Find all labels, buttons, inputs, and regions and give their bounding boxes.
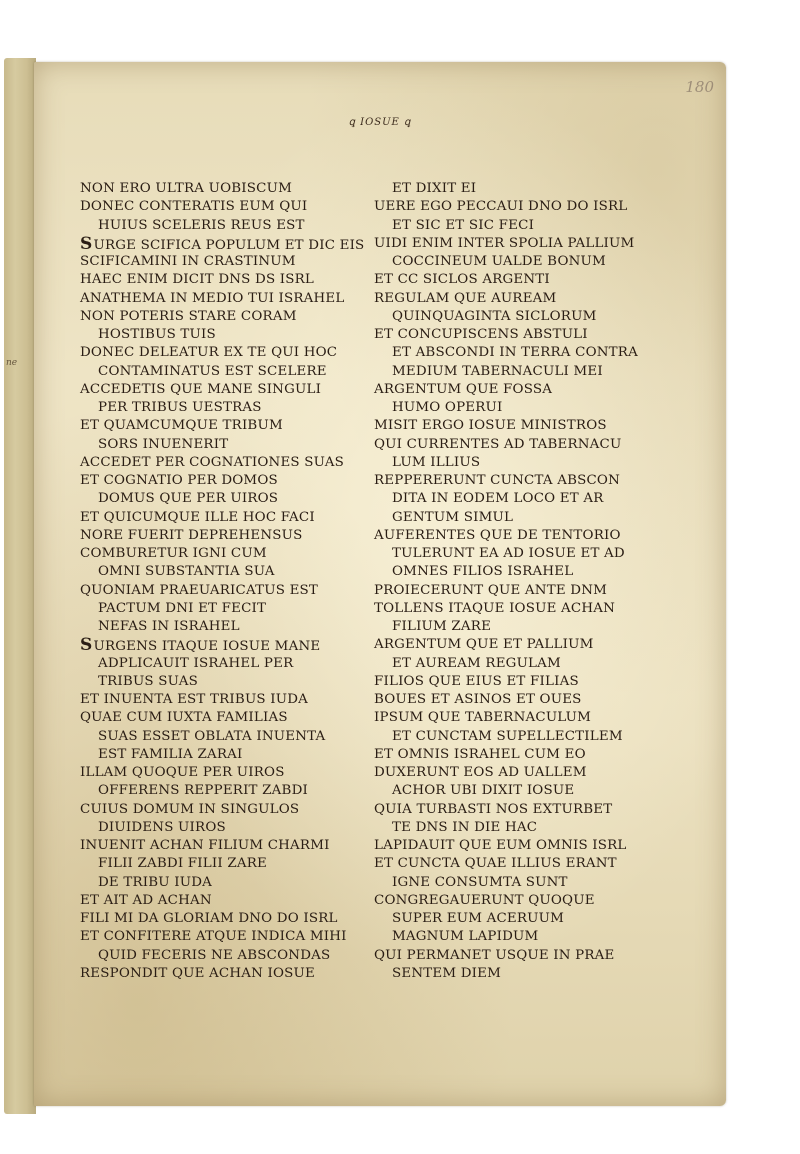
text-line: OMNI SUBSTANTIA SUA — [98, 564, 275, 580]
text-line: REPPERERUNT CUNCTA ABSCON — [374, 473, 621, 488]
text-line: NON ERO ULTRA UOBISCUM — [80, 181, 292, 196]
text-line: DITA IN EODEM LOCO ET AR — [392, 491, 604, 507]
right-text-column — [374, 180, 674, 983]
text-line: IGNE CONSUMTA SUNT — [392, 874, 568, 890]
text-line: SUAS ESSET OBLATA INUENTA — [98, 728, 326, 744]
text-line: ET COGNATIO PER DOMOS — [80, 473, 278, 488]
text-line: MISIT ERGO IOSUE MINISTROS — [374, 418, 607, 434]
text-line: NORE FUERIT DEPREHENSUS — [80, 527, 303, 543]
left-text-column — [80, 180, 370, 983]
text-line: PROIECERUNT QUE ANTE DNM — [374, 582, 608, 598]
text-line: RESPONDIT QUE ACHAN IOSUE — [80, 965, 315, 981]
text-line: SUPER EUM ACERUUM — [392, 911, 565, 926]
manuscript-folio — [34, 62, 726, 1106]
text-line: DONEC DELEATUR EX TE QUI HOC — [80, 345, 338, 361]
text-line: CONGREGAUERUNT QUOQUE — [374, 892, 595, 908]
text-line: DIUIDENS UIROS — [98, 819, 226, 835]
text-line: GENTUM SIMUL — [392, 509, 514, 525]
text-line: MAGNUM LAPIDUM — [392, 929, 539, 945]
text-line: ANATHEMA IN MEDIO TUI ISRAHEL — [80, 290, 345, 306]
text-line: DONEC CONTERATIS EUM QUI — [80, 199, 308, 215]
folio-number: 180 — [685, 78, 714, 96]
text-line: HUIUS SCELERIS REUS EST — [98, 217, 305, 233]
text-line: SENTEM DIEM — [392, 965, 502, 981]
text-line: QUINQUAGINTA SICLORUM — [392, 308, 597, 324]
text-line: TE DNS IN DIE HAC — [392, 819, 538, 835]
text-line: UIDI ENIM INTER SPOLIA PALLIUM — [374, 235, 635, 251]
text-line: NON POTERIS STARE CORAM — [80, 308, 297, 324]
text-line: REGULAM QUE AUREAM — [374, 290, 557, 306]
text-line: INUENIT ACHAN FILIUM CHARMI — [80, 838, 330, 853]
text-line: ET INUENTA EST TRIBUS IUDA — [80, 692, 309, 707]
running-title — [34, 117, 726, 128]
text-line: ET AIT AD ACHAN — [80, 892, 212, 908]
text-line: DOMUS QUE PER UIROS — [98, 491, 279, 507]
text-line: EST FAMILIA ZARAI — [98, 746, 243, 762]
text-line: COMBURETUR IGNI CUM — [80, 546, 267, 561]
text-line: AUFERENTES QUE DE TENTORIO — [374, 527, 621, 543]
text-line: NEFAS IN ISRAHEL — [98, 619, 240, 634]
text-line: LUM ILLIUS — [392, 454, 481, 470]
text-line: ET DIXIT EI — [392, 181, 477, 196]
text-line: ADPLICAUIT ISRAHEL PER — [98, 655, 294, 671]
text-line: CONTAMINATUS EST SCELERE — [98, 363, 327, 379]
initial-letter: S — [80, 635, 93, 656]
text-line: ILLAM QUOQUE PER UIROS — [80, 765, 285, 780]
text-line: QUAE CUM IUXTA FAMILIAS — [80, 710, 288, 726]
facing-page-edge — [4, 58, 36, 1114]
text-line: TRIBUS SUAS — [98, 673, 198, 689]
text-line: QUI PERMANET USQUE IN PRAE — [374, 947, 615, 963]
text-line: ARGENTUM QUE FOSSA — [374, 381, 553, 397]
text-line — [80, 636, 370, 654]
text-line: IPSUM QUE TABERNACULUM — [374, 710, 592, 726]
text-line: FILIOS QUE EIUS ET FILIAS — [374, 673, 579, 689]
text-line: QUONIAM PRAEUARICATUS EST — [80, 582, 319, 598]
text-line: TULERUNT EA AD IOSUE ET AD — [392, 546, 625, 561]
text-line: ET OMNIS ISRAHEL CUM EO — [374, 746, 586, 762]
running-title-text: IOSUE — [360, 117, 400, 128]
text-line: ET CUNCTAM SUPELLECTILEM — [392, 728, 623, 744]
line-rest: URGE SCIFICA POPULUM ET DIC EIS — [93, 237, 365, 253]
text-line: TOLLENS ITAQUE IOSUE ACHAN — [374, 600, 616, 616]
text-line: ET CONFITERE ATQUE INDICA MIHI — [80, 929, 347, 945]
text-line: ACCEDET PER COGNATIONES SUAS — [80, 454, 344, 470]
text-line: FILII ZABDI FILII ZARE — [98, 856, 267, 872]
text-line: OFFERENS REPPERIT ZABDI — [98, 783, 308, 799]
text-line: LAPIDAUIT QUE EUM OMNIS ISRL — [374, 838, 627, 853]
running-title-mark-left: ꝗ — [348, 117, 361, 128]
line-rest: URGENS ITAQUE IOSUE MANE — [93, 639, 321, 655]
text-line: SORS INUENERIT — [98, 436, 229, 452]
text-line: QUID FECERIS NE ABSCONDAS — [98, 947, 331, 963]
text-line: QUI CURRENTES AD TABERNACU — [374, 436, 622, 452]
text-line: HAEC ENIM DICIT DNS DS ISRL — [80, 272, 315, 288]
text-line: OMNES FILIOS ISRAHEL — [392, 564, 574, 580]
text-line: DUXERUNT EOS AD UALLEM — [374, 765, 587, 780]
text-line: UERE EGO PECCAUI DNO DO ISRL — [374, 199, 628, 215]
text-line: COCCINEUM UALDE BONUM — [392, 254, 606, 269]
text-line: ET SIC ET SIC FECI — [392, 217, 535, 233]
text-line: ET CC SICLOS ARGENTI — [374, 272, 550, 288]
text-line: ET QUAMCUMQUE TRIBUM — [80, 418, 283, 434]
text-line: ET AUREAM REGULAM — [392, 655, 561, 671]
text-line: SCIFICAMINI IN CRASTINUM — [80, 254, 296, 269]
text-line: PER TRIBUS UESTRAS — [98, 400, 262, 415]
text-line: ET QUICUMQUE ILLE HOC FACI — [80, 509, 315, 525]
text-line: MEDIUM TABERNACULI MEI — [392, 363, 603, 379]
text-line: QUIA TURBASTI NOS EXTURBET — [374, 801, 613, 817]
text-line: ACHOR UBI DIXIT IOSUE — [392, 783, 575, 799]
text-line: CUIUS DOMUM IN SINGULOS — [80, 801, 300, 817]
initial-letter: S — [80, 233, 93, 254]
text-line: HOSTIBUS TUIS — [98, 327, 216, 342]
text-line: PACTUM DNI ET FECIT — [98, 600, 267, 616]
text-line: ARGENTUM QUE ET PALLIUM — [374, 637, 594, 653]
text-line: ET CUNCTA QUAE ILLIUS ERANT — [374, 856, 617, 872]
text-line: ACCEDETIS QUE MANE SINGULI — [80, 381, 322, 397]
text-line — [80, 235, 370, 253]
text-line: DE TRIBU IUDA — [98, 874, 213, 890]
running-title-mark-right: ꝗ — [399, 117, 412, 128]
text-line: ET ABSCONDI IN TERRA CONTRA — [392, 345, 638, 361]
margin-mark: ne — [6, 358, 18, 368]
text-line: FILIUM ZARE — [392, 619, 492, 634]
text-line: HUMO OPERUI — [392, 400, 503, 415]
text-line: BOUES ET ASINOS ET OUES — [374, 692, 582, 707]
text-line: ET CONCUPISCENS ABSTULI — [374, 327, 588, 342]
text-line: FILI MI DA GLORIAM DNO DO ISRL — [80, 911, 338, 926]
